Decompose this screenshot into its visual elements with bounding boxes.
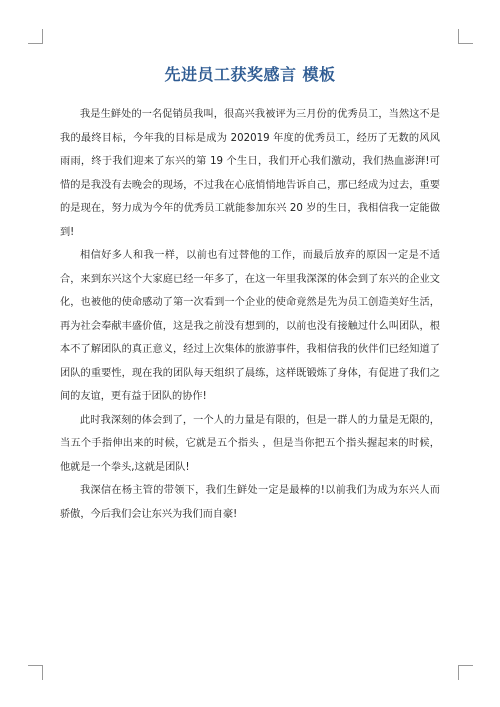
page-corner-mark-top-left (28, 29, 43, 44)
paragraph-1: 我是生鲜处的一名促销员我叫，很高兴我被评为三月份的优秀员工，当然这不是我的最终目标，今年我的目标是成为 202019 年度的优秀员工，经历了无数的风风雨雨，终于我们迎来了东兴的第 19 个生日，我们开心我们激动，我们热血澎湃!可惜的是我没有去晚会的现场，不过我在心底悄悄地告诉自己，那已经成为过去，重要的是现在，努力成为今年的优秀员工就能参加东兴 20 岁的生日，我相信我一定能做到! (60, 109, 440, 238)
paragraph-3: 此时我深刻的体会到了，一个人的力量是有限的，但是一群人的力量是无限的，当五个手指伸出来的时候，它就是五个指头 ，但是当你把五个指头握起来的时候，他就是一个拳头,这就是团队! (60, 414, 440, 473)
document-title: 先进员工获奖感言 模板 (164, 65, 336, 84)
paragraph-4: 我深信在杨主管的带领下，我们生鲜处一定是最棒的!以前我们为成为东兴人而骄傲，今后我们会让东兴为我们而自豪! (60, 485, 440, 520)
page-corner-mark-bottom-left (28, 665, 43, 680)
page-corner-mark-bottom-right (458, 665, 473, 680)
document-body (60, 103, 440, 526)
paragraph-2: 相信好多人和我一样，以前也有过替他的工作，而最后放弃的原因一定是不适合，来到东兴这个大家庭已经一年多了，在这一年里我深深的体会到了东兴的企业文化，也被他的使命感动了第一次看到一个企业的使命竟然是先为员工创造美好生活，再为社会奉献丰盛价值，这是我之前没有想到的，以前也没有接触过什么叫团队，根本不了解团队的真正意义，经过上次集体的旅游事件，我相信我的伙伴们已经知道了团队的重要性，现在我的团队每天组织了晨练，这样既锻炼了身体，有促进了我们之间的友谊，更有益于团队的协作! (60, 250, 440, 402)
page-corner-mark-top-right (458, 29, 473, 44)
